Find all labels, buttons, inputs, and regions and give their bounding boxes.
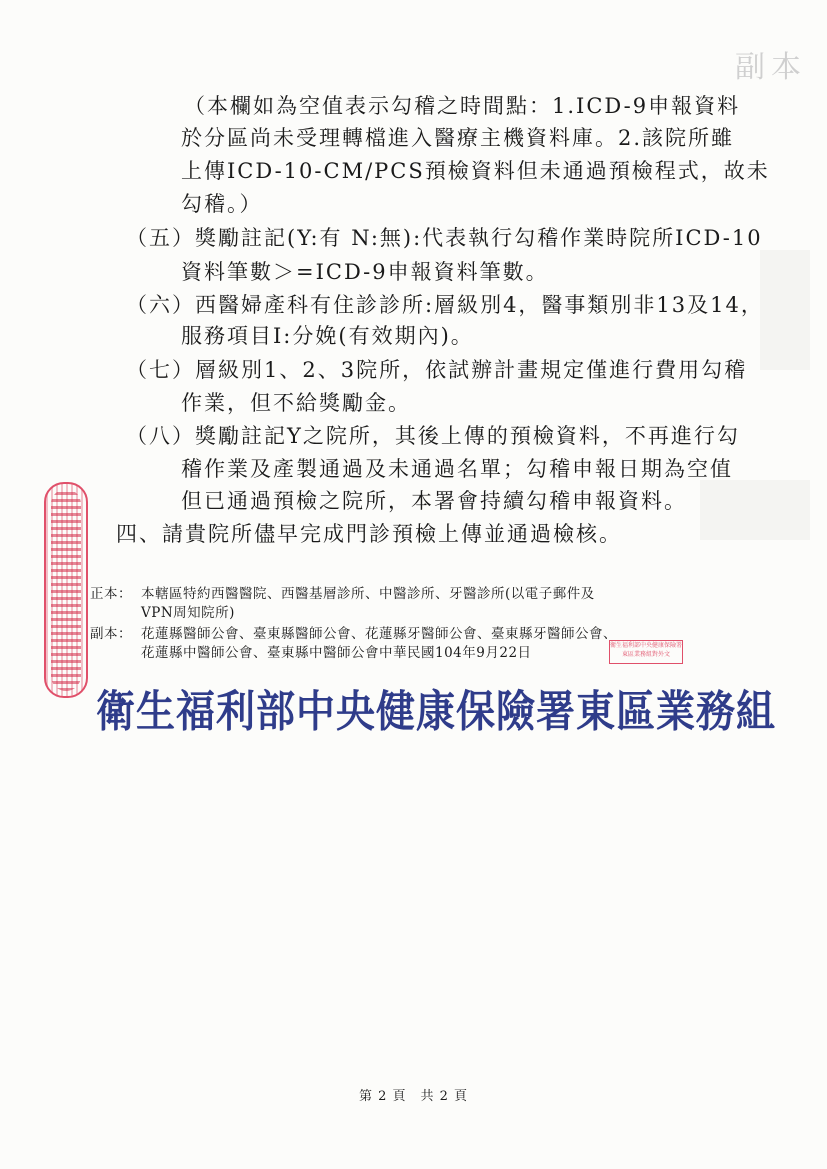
- body-line: 資料筆數＞=ICD-9申報資料筆數。: [181, 260, 549, 284]
- bleed-through-mark: 副本: [735, 50, 807, 85]
- recipient-main-line: VPN周知院所): [141, 605, 235, 621]
- organization-stamp: 衛生福利部中央健康保險署東區業務組: [96, 685, 777, 738]
- body-line: （六）西醫婦產科有住診診所:層級別4，醫事類別非13及14，: [126, 293, 764, 317]
- body-line: （本欄如為空值表示勾稽之時間點：1.ICD-9申報資料: [184, 94, 741, 118]
- body-line: 於分區尚未受理轉檔進入醫療主機資料庫。2.該院所雖: [181, 126, 735, 150]
- recipient-copy-line: 花蓮縣中醫師公會、臺東縣中醫師公會中華民國104年9月22日: [141, 645, 532, 661]
- recipient-main-label: 正本：: [90, 586, 132, 602]
- scan-smudge: [760, 250, 810, 370]
- body-line: （八）獎勵註記Y之院所，其後上傳的預檢資料，不再進行勾: [126, 424, 740, 448]
- body-line: 作業，但不給獎勵金。: [181, 391, 411, 415]
- body-line: 上傳ICD-10-CM/PCS預檢資料但未通過預檢程式，故未: [181, 159, 770, 183]
- body-line: 勾稽。）: [181, 192, 263, 216]
- recipient-copy-line: 花蓮縣醫師公會、臺東縣醫師公會、花蓮縣牙醫師公會、臺東縣牙醫師公會、: [141, 626, 617, 642]
- body-line: 服務項目I:分娩(有效期內)。: [181, 324, 474, 348]
- body-line: （七）層級別1、2、3院所，依試辦計畫規定僅進行費用勾稽: [126, 358, 748, 382]
- page-number: 第 2 頁 共 2 頁: [358, 1089, 469, 1104]
- scan-smudge: [700, 480, 810, 540]
- official-seal: [44, 482, 88, 698]
- body-line: （五）獎勵註記(Y:有 N:無):代表執行勾稽作業時院所ICD-10: [126, 226, 763, 250]
- recipient-main-line: 本轄區特約西醫醫院、西醫基層診所、中醫診所、牙醫診所(以電子郵件及: [141, 586, 595, 602]
- recipient-copy-label: 副本：: [90, 626, 132, 642]
- date-seal: 衛生福利部中央健康保險署東區業務組對外文: [609, 640, 683, 664]
- body-line: 四、請貴院所儘早完成門診預檢上傳並通過檢核。: [116, 522, 622, 546]
- body-line: 稽作業及產製通過及未通過名單；勾稽申報日期為空值: [181, 457, 733, 481]
- body-line: 但已通過預檢之院所，本署會持續勾稽申報資料。: [181, 489, 687, 513]
